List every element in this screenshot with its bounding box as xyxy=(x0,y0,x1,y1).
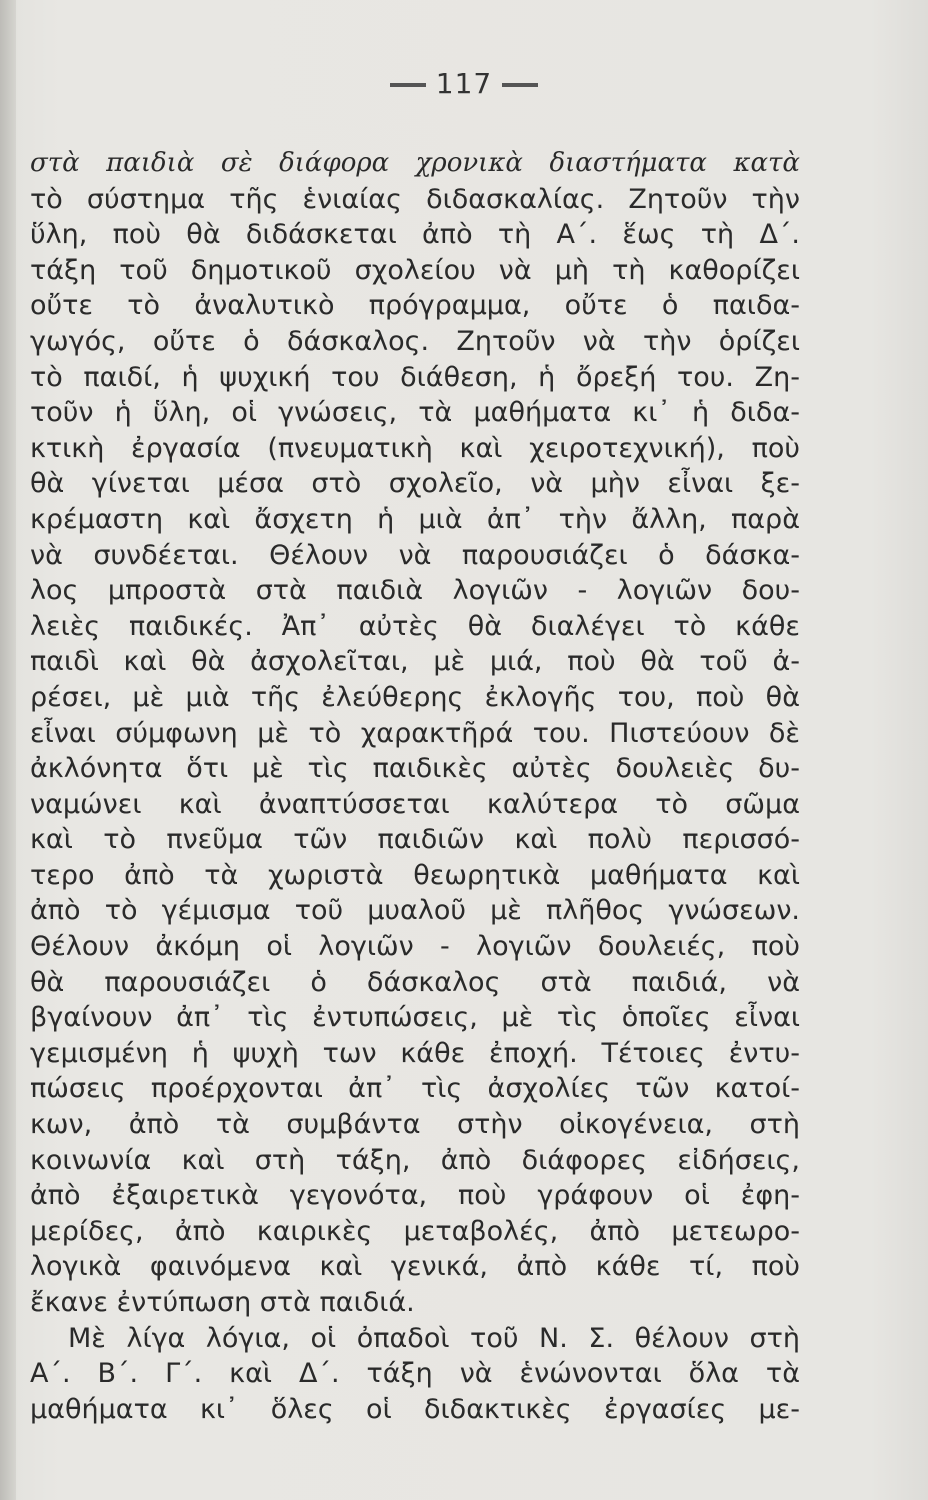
text-line: μαθήματα κι᾽ ὅλες οἱ διδακτικὲς ἐργασίες με- xyxy=(30,1393,800,1425)
text-line: κτικὴ ἐργασία (πνευματικὴ καὶ χειροτεχνική), ποὺ xyxy=(30,432,800,464)
text-line: τὸ σύστημα τῆς ἑνιαίας διδασκαλίας. Ζητοῦν τὴν xyxy=(30,183,800,215)
text-line: παιδὶ καὶ θὰ ἀσχολεῖται, μὲ μιά, ποὺ θὰ τοῦ ἀ- xyxy=(30,646,800,678)
text-line: γωγός, οὔτε ὁ δάσκαλος. Ζητοῦν νὰ τὴν ὁρίζει xyxy=(30,325,800,357)
text-line: τερο ἀπὸ τὰ χωριστὰ θεωρητικὰ μαθήματα καὶ xyxy=(30,859,800,891)
text-line: λος μπροστὰ στὰ παιδιὰ λογιῶν - λογιῶν δου- xyxy=(30,575,800,607)
text-line: κων, ἀπὸ τὰ συμβάντα στὴν οἰκογένεια, στὴ xyxy=(30,1109,800,1141)
text-line: ὕλη, ποὺ θὰ διδάσκεται ἀπὸ τὴ Α΄. ἕως τὴ Δ΄. xyxy=(30,219,800,251)
text-line: ναμώνει καὶ ἀναπτύσσεται καλύτερα τὸ σῶμα xyxy=(30,788,800,820)
text-line: ἔκανε ἐντύπωση στὰ παιδιά. xyxy=(30,1287,415,1318)
text-line: Θέλουν ἀκόμη οἱ λογιῶν - λογιῶν δουλειές, ποὺ xyxy=(30,931,800,963)
text-line: θὰ γίνεται μέσα στὸ σχολεῖο, νὰ μὴν εἶναι ξε- xyxy=(30,468,800,500)
page-spine-shadow xyxy=(0,0,16,1500)
text-line: ἀπὸ ἐξαιρετικὰ γεγονότα, ποὺ γράφουν οἱ ἐφη- xyxy=(30,1180,800,1212)
text-line: βγαίνουν ἀπ᾽ τὶς ἐντυπώσεις, μὲ τὶς ὁποῖες εἶναι xyxy=(30,1002,800,1034)
text-line: πώσεις προέρχονται ἀπ᾽ τὶς ἀσχολίες τῶν κατοί- xyxy=(30,1073,800,1105)
header-dash-left xyxy=(390,83,426,87)
text-line: τάξη τοῦ δημοτικοῦ σχολείου νὰ μὴ τὴ καθορίζει xyxy=(30,254,800,286)
text-line: Μὲ λίγα λόγια, οἱ ὀπαδοὶ τοῦ Ν. Σ. θέλουν στὴ xyxy=(68,1322,800,1354)
text-line: ἀπὸ τὸ γέμισμα τοῦ μυαλοῦ μὲ πλῆθος γνώσεων. xyxy=(30,895,800,927)
text-line: εἶναι σύμφωνη μὲ τὸ χαρακτῆρά του. Πιστεύουν δὲ xyxy=(30,717,800,749)
body-text xyxy=(30,146,800,1427)
text-line: θὰ παρουσιάζει ὁ δάσκαλος στὰ παιδιά, νὰ xyxy=(30,966,800,998)
text-line: οὔτε τὸ ἀναλυτικὸ πρόγραμμα, οὔτε ὁ παιδα- xyxy=(30,290,800,322)
page-header xyxy=(0,64,928,104)
text-line: γεμισμένη ἡ ψυχὴ των κάθε ἐποχή. Τέτοιες ἐντυ- xyxy=(30,1037,800,1069)
text-line: καὶ τὸ πνεῦμα τῶν παιδιῶν καὶ πολὺ περισσό- xyxy=(30,824,800,856)
text-line: στὰ παιδιὰ σὲ διάφορα χρονικὰ διαστήματα κατὰ xyxy=(30,148,800,178)
text-line: τὸ παιδί, ἡ ψυχική του διάθεση, ἡ ὄρεξή του. Ζη- xyxy=(30,361,800,393)
page-number: 117 xyxy=(435,67,493,100)
text-line: μερίδες, ἀπὸ καιρικὲς μεταβολές, ἀπὸ μετεωρο- xyxy=(30,1215,800,1247)
text-line: νὰ συνδέεται. Θέλουν νὰ παρουσιάζει ὁ δάσκα- xyxy=(30,539,800,571)
text-line: ἀκλόνητα ὅτι μὲ τὶς παιδικὲς αὐτὲς δουλειὲς δυ- xyxy=(30,753,800,785)
text-line: τοῦν ἡ ὕλη, οἱ γνώσεις, τὰ μαθήματα κι᾽ ἡ διδα- xyxy=(30,397,800,429)
text-line: λογικὰ φαινόμενα καὶ γενικά, ἀπὸ κάθε τί, ποὺ xyxy=(30,1251,800,1283)
text-line: κοινωνία καὶ στὴ τάξη, ἀπὸ διάφορες εἰδήσεις, xyxy=(30,1144,800,1176)
header-dash-right xyxy=(502,83,538,87)
text-line: Α΄. Β΄. Γ΄. καὶ Δ΄. τάξη νὰ ἑνώνονται ὅλα τὰ xyxy=(30,1358,800,1390)
text-line: λειὲς παιδικές. Ἀπ᾽ αὐτὲς θὰ διαλέγει τὸ κάθε xyxy=(30,610,800,642)
text-line: ρέσει, μὲ μιὰ τῆς ἐλεύθερης ἐκλογῆς του, ποὺ θὰ xyxy=(30,681,800,713)
text-line: κρέμαστη καὶ ἄσχετη ἡ μιὰ ἀπ᾽ τὴν ἄλλη, παρὰ xyxy=(30,503,800,535)
